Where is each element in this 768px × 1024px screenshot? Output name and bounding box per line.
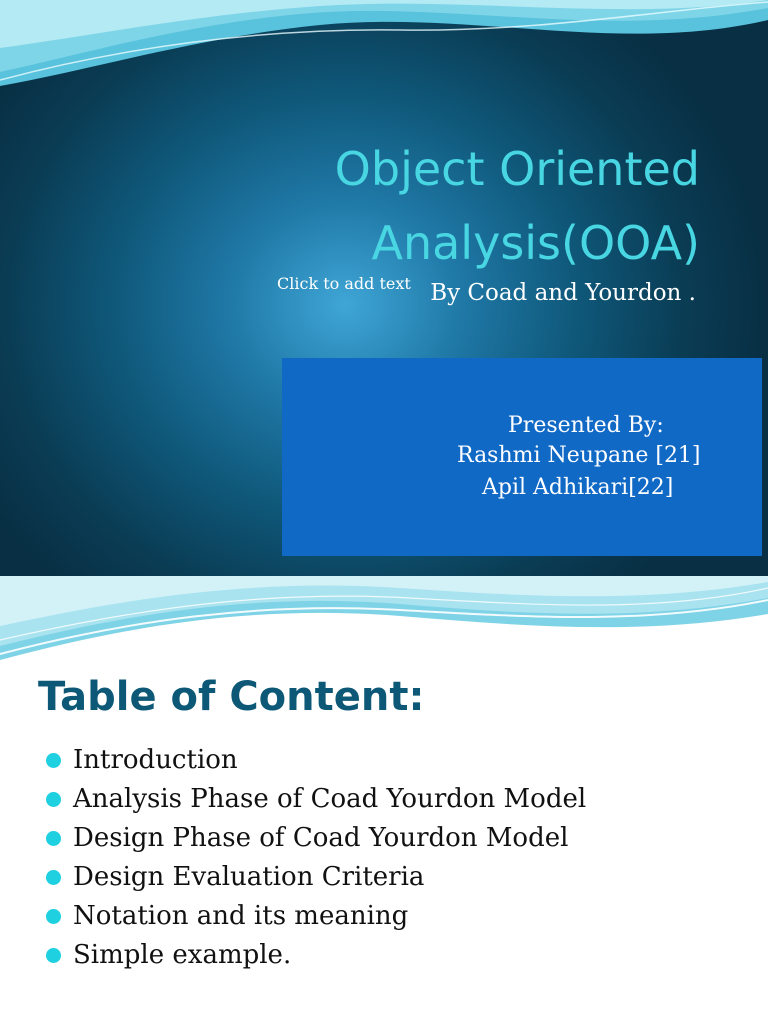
presenter-heading: Presented By: xyxy=(508,413,664,438)
slide-title xyxy=(140,132,700,280)
slide-subtitle: By Coad and Yourdon . xyxy=(430,280,696,306)
list-item-text: Simple example. xyxy=(73,940,292,970)
add-text-placeholder[interactable]: Click to add text xyxy=(277,274,411,293)
bullet-icon xyxy=(46,831,61,846)
toc-heading: Table of Content: xyxy=(38,674,425,720)
list-item-text: Design Evaluation Criteria xyxy=(73,862,425,892)
bullet-icon xyxy=(46,792,61,807)
list-item-text: Introduction xyxy=(73,745,238,775)
presenter-box xyxy=(282,358,762,556)
presenter-name-2: Apil Adhikari[22] xyxy=(482,475,674,500)
list-item-text: Analysis Phase of Coad Yourdon Model xyxy=(73,784,587,814)
bullet-icon xyxy=(46,909,61,924)
bullet-icon xyxy=(46,948,61,963)
bullet-icon xyxy=(46,753,61,768)
header-wave-decoration xyxy=(0,0,768,110)
presenter-name-1: Rashmi Neupane [21] xyxy=(457,443,701,468)
list-item-text: Notation and its meaning xyxy=(73,901,409,931)
title-line-2: Analysis(OOA) xyxy=(371,216,700,270)
header-wave-decoration xyxy=(0,576,768,666)
bullet-icon xyxy=(46,870,61,885)
toc-slide xyxy=(0,576,768,1024)
title-line-1: Object Oriented xyxy=(334,142,700,196)
list-item-text: Design Phase of Coad Yourdon Model xyxy=(73,823,569,853)
